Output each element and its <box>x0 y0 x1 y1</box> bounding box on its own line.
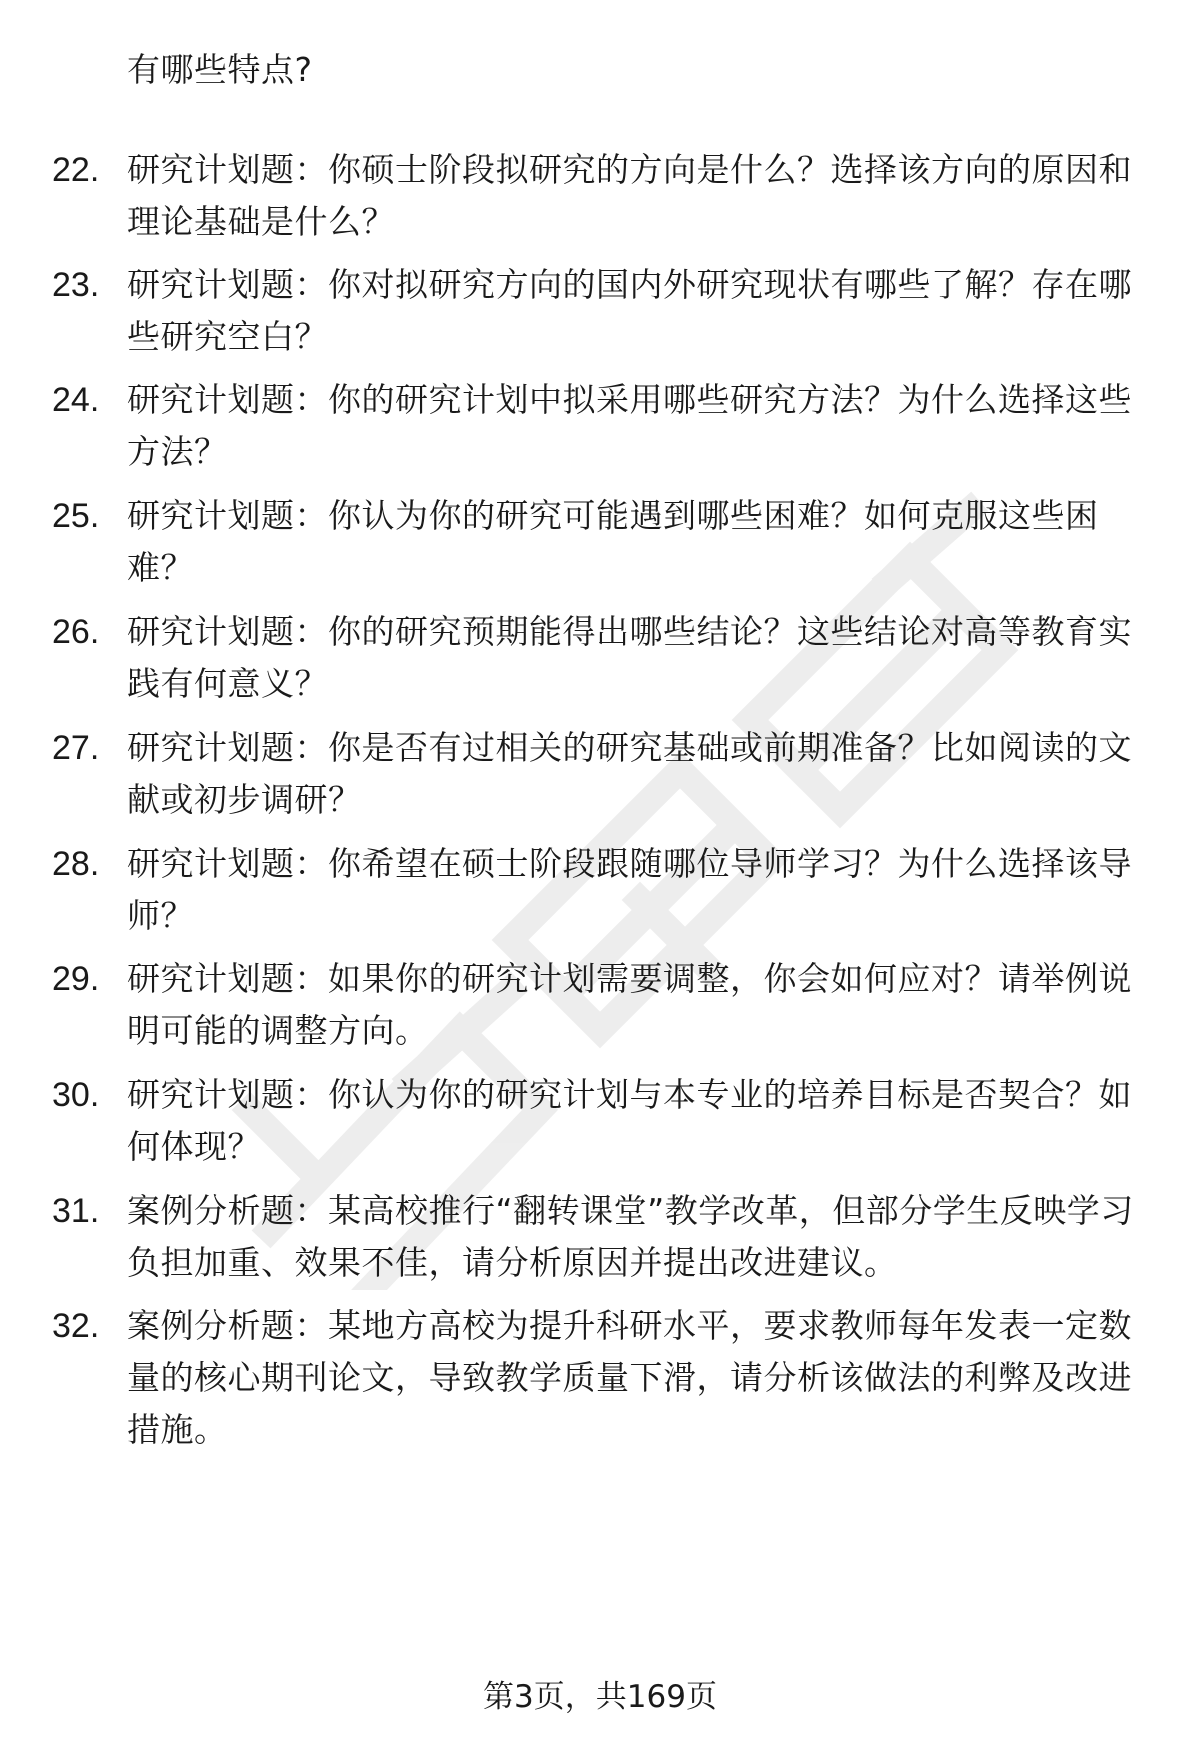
question-number: 24. <box>52 381 100 419</box>
question-text: 研究计划题：你对拟研究方向的国内外研究现状有哪些了解？存在哪些研究空白？ <box>127 265 1132 356</box>
question-number: 29. <box>52 960 100 998</box>
question-text: 研究计划题：你认为你的研究计划与本专业的培养目标是否契合？如何体现？ <box>127 1075 1132 1166</box>
page-footer: 第3页，共169页 <box>483 1679 717 1715</box>
question-text: 研究计划题：你的研究计划中拟采用哪些研究方法？为什么选择这些方法？ <box>127 380 1132 471</box>
question-text: 研究计划题：你认为你的研究可能遇到哪些困难？如何克服这些困难？ <box>127 496 1099 587</box>
question-text: 案例分析题：某地方高校为提升科研水平，要求教师每年发表一定数量的核心期刊论文，导致教学质量下滑，请分析该做法的利弊及改进措施。 <box>127 1306 1132 1449</box>
question-number: 30. <box>52 1076 100 1114</box>
question-number: 26. <box>52 613 100 651</box>
question-number: 23. <box>52 266 100 304</box>
question-number: 27. <box>52 729 100 767</box>
continuation-text: 有哪些特点? <box>127 50 313 89</box>
question-text: 研究计划题：如果你的研究计划需要调整，你会如何应对？请举例说明可能的调整方向。 <box>127 959 1132 1050</box>
question-text: 研究计划题：你的研究预期能得出哪些结论？这些结论对高等教育实践有何意义？ <box>127 612 1132 703</box>
question-number: 28. <box>52 845 100 883</box>
question-number: 32. <box>52 1307 100 1345</box>
question-number: 31. <box>52 1192 100 1230</box>
question-text: 研究计划题：你硕士阶段拟研究的方向是什么？选择该方向的原因和理论基础是什么？ <box>127 150 1132 241</box>
question-number: 22. <box>52 151 100 189</box>
question-text: 研究计划题：你希望在硕士阶段跟随哪位导师学习？为什么选择该导师？ <box>127 844 1132 935</box>
question-number: 25. <box>52 497 100 535</box>
question-text: 研究计划题：你是否有过相关的研究基础或前期准备？比如阅读的文献或初步调研？ <box>127 728 1132 819</box>
question-text: 案例分析题：某高校推行“翻转课堂”教学改革，但部分学生反映学习负担加重、效果不佳，请分析原因并提出改进建议。 <box>127 1191 1134 1282</box>
